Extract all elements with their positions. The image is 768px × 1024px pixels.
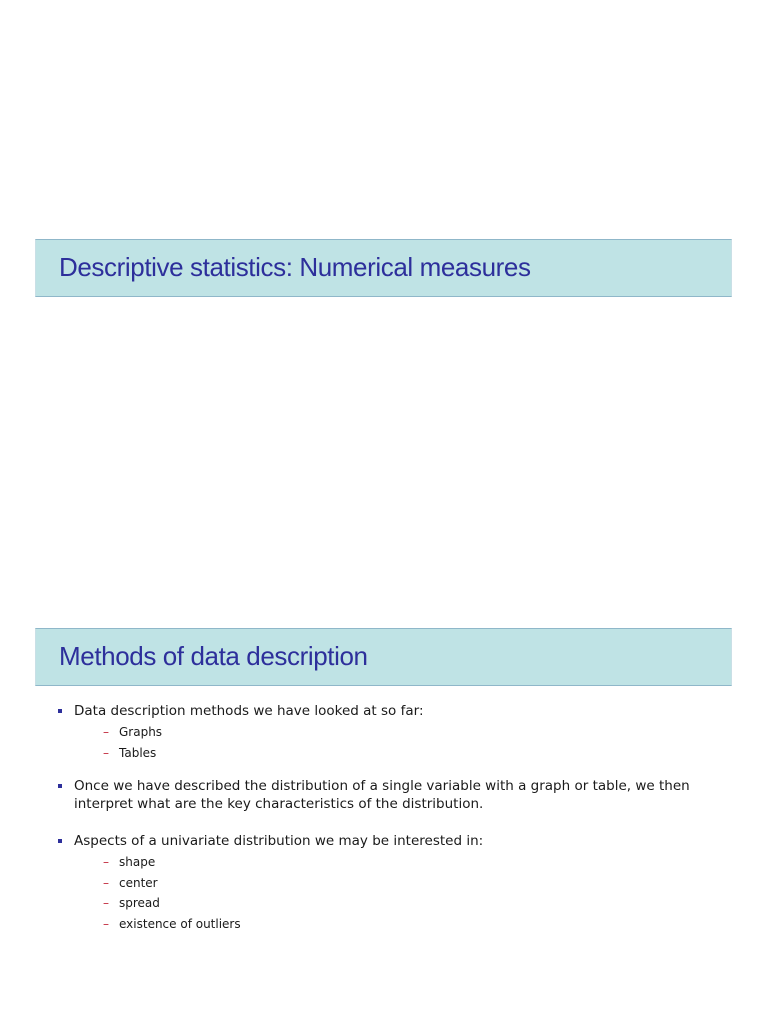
bullet-text: Data description methods we have looked at so far: (74, 703, 424, 719)
bullet-item (58, 777, 728, 813)
bullet-square-icon (58, 784, 62, 788)
sub-item-text: shape (119, 855, 156, 869)
sub-item-text: center (119, 875, 158, 890)
slide-2-title-bar (35, 628, 732, 686)
sub-item-text: Graphs (119, 725, 163, 739)
sub-item (74, 722, 728, 743)
sub-item-text: Tables (119, 745, 157, 760)
sub-item (74, 852, 728, 873)
sub-item (74, 743, 728, 764)
dash-marker: – (103, 745, 109, 760)
dash-marker: – (103, 896, 109, 910)
sub-item (74, 873, 728, 894)
dash-marker: – (103, 916, 109, 931)
bullet-item (58, 702, 728, 763)
sub-list (74, 852, 728, 934)
bullet-square-icon (58, 709, 62, 713)
bullet-square-icon (58, 839, 62, 843)
sub-item-text: spread (119, 896, 160, 910)
bullet-text: Aspects of a univariate distribution we may be interested in: (74, 833, 484, 849)
slide-1-title-bar (35, 239, 732, 297)
sub-list (74, 722, 728, 763)
dash-marker: – (103, 725, 109, 739)
dash-marker: – (103, 855, 109, 869)
sub-item-text: existence of outliers (119, 916, 241, 931)
slide-1-title: Descriptive statistics: Numerical measures (59, 252, 531, 282)
bullet-text: Once we have described the distribution of a single variable with a graph or table, we then interpret what are the key characteristics of the distribution. (74, 778, 690, 812)
sub-item (74, 893, 728, 914)
sub-item (74, 914, 728, 935)
slide-2-content (58, 702, 728, 934)
slide-2-title: Methods of data description (59, 641, 368, 671)
bullet-item (58, 832, 728, 934)
dash-marker: – (103, 875, 109, 890)
